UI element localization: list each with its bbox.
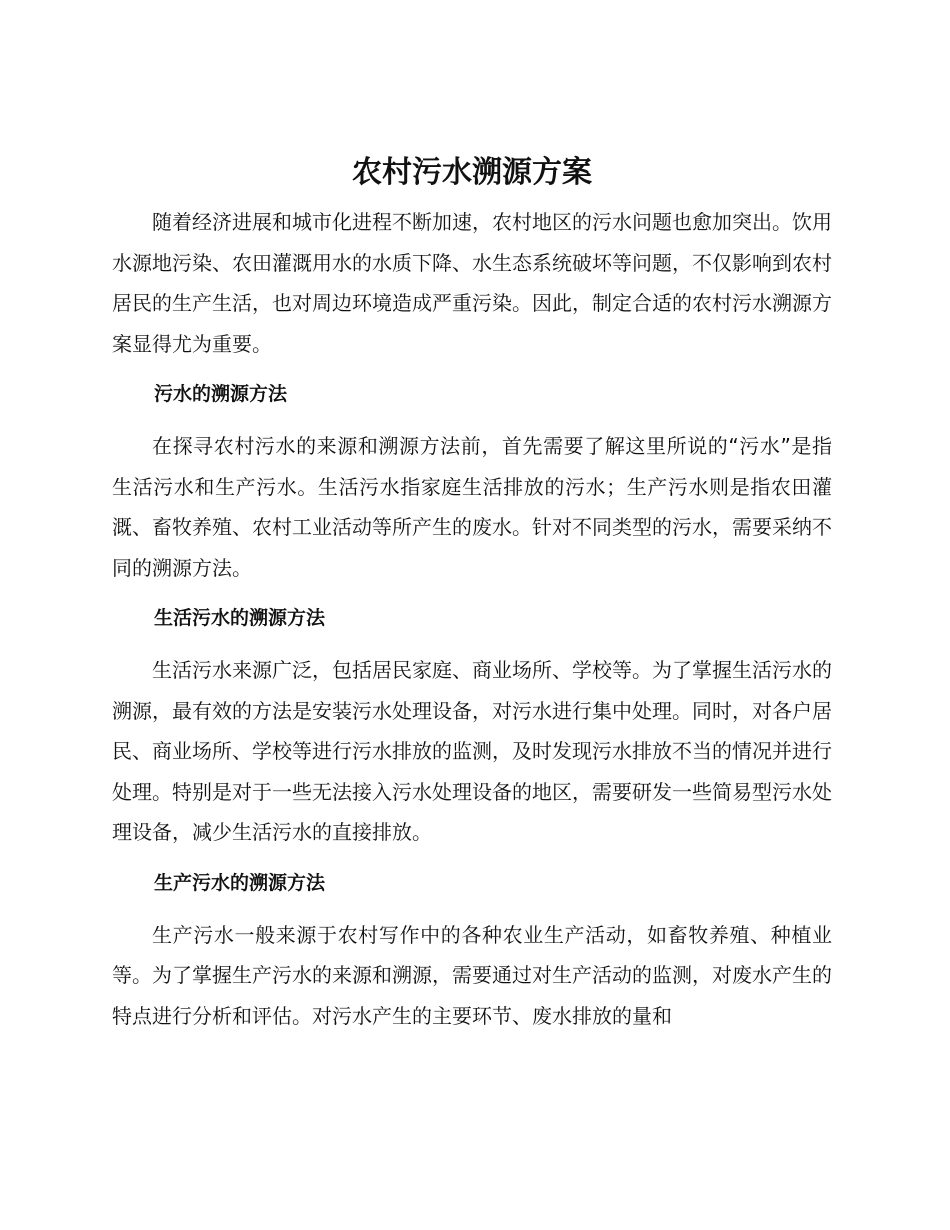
section-heading-domestic-sewage: 生活污水的溯源方法 — [154, 607, 326, 629]
section-heading-sewage-tracing: 污水的溯源方法 — [154, 383, 288, 405]
section-heading-production-sewage: 生产污水的溯源方法 — [154, 871, 326, 894]
document-title: 农村污水溯源方案 — [352, 155, 592, 190]
section-paragraph-sewage-tracing: 在探寻农村污水的来源和溯源方法前，首先需要了解这里所说的“污水”是指生活污水和生产污水。生活污水指家庭生活排放的污水；生产污水则是指农田灌溉、畜牧养殖、农村工业活动等所产生的废水。针对不同类型的污水，需要采纳不同的溯源方法。 — [112, 434, 832, 580]
section-paragraph-production-sewage: 生产污水一般来源于农村写作中的各种农业生产活动，如畜牧养殖、种植业等。为了掌握生产污水的来源和溯源，需要通过对生产活动的监测，对废水产生的特点进行分析和评估。对污水产生的主要环节、废水排放的量和 — [112, 922, 832, 1028]
document-content — [112, 148, 832, 1036]
intro-paragraph: 随着经济进展和城市化进程不断加速，农村地区的污水问题也愈加突出。饮用水源地污染、农田灌溉用水的水质下降、水生态系统破坏等问题，不仅影响到农村居民的生产生活，也对周边环境造成严重污染。因此，制定合适的农村污水溯源方案显得尤为重要。 — [112, 210, 832, 356]
section-paragraph-domestic-sewage: 生活污水来源广泛，包括居民家庭、商业场所、学校等。为了掌握生活污水的溯源，最有效的方法是安装污水处理设备，对污水进行集中处理。同时，对各户居民、商业场所、学校等进行污水排放的监测，及时发现污水排放不当的情况并进行处理。特别是对于一些无法接入污水处理设备的地区，需要研发一些简易型污水处理设备，减少生活污水的直接排放。 — [112, 658, 832, 844]
